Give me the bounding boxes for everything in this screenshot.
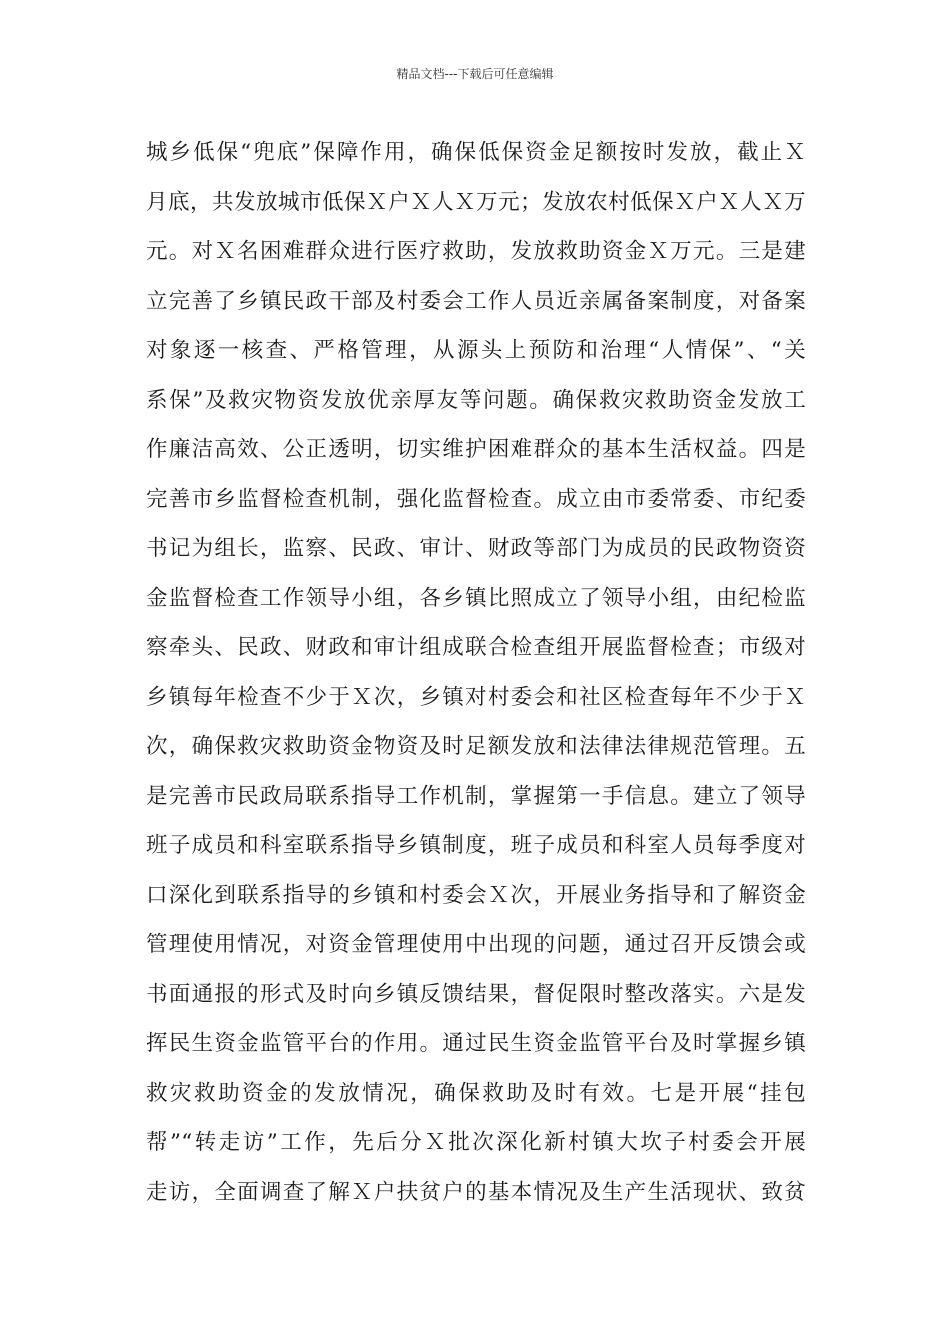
text-line: 完善市乡监督检查机制，强化监督检查。成立由市委常委、市纪委 <box>146 486 806 512</box>
text-line: 走访，全面调查了解Ｘ户扶贫户的基本情况及生产生活现状、致贫 <box>146 1179 806 1205</box>
text-line: 对象逐一核查、严格管理，从源头上预防和治理“人情保”、“关 <box>146 338 806 363</box>
text-line: 帮”“转走访”工作，先后分Ｘ批次深化新村镇大坎子村委会开展 <box>146 1130 806 1155</box>
body-text <box>146 128 806 1217</box>
text-line: 乡镇每年检查不少于Ｘ次，乡镇对村委会和社区检查每年不少于Ｘ <box>146 684 806 710</box>
text-line: 挥民生资金监管平台的作用。通过民生资金监管平台及时掌握乡镇 <box>146 1031 806 1056</box>
text-line: 立完善了乡镇民政干部及村委会工作人员近亲属备案制度，对备案 <box>146 288 806 314</box>
text-line: 城乡低保“兜底”保障作用，确保低保资金足额按时发放，截止Ｘ <box>146 140 806 165</box>
text-line: 管理使用情况，对资金管理使用中出现的问题，通过召开反馈会或 <box>146 932 806 957</box>
text-line: 月底，共发放城市低保Ｘ户Ｘ人Ｘ万元；发放农村低保Ｘ户Ｘ人Ｘ万 <box>146 189 806 215</box>
text-line: 书记为组长，监察、民政、审计、财政等部门为成员的民政物资资 <box>146 536 806 561</box>
text-line: 班子成员和科室联系指导乡镇制度，班子成员和科室人员每季度对 <box>146 833 806 858</box>
text-line: 金监督检查工作领导小组，各乡镇比照成立了领导小组，由纪检监 <box>146 585 806 611</box>
text-line: 元。对Ｘ名困难群众进行医疗救助，发放救助资金Ｘ万元。三是建 <box>146 239 806 264</box>
text-line: 是完善市民政局联系指导工作机制，掌握第一手信息。建立了领导 <box>146 783 806 809</box>
text-line: 次，确保救灾救助资金物资及时足额发放和法律法律规范管理。五 <box>146 734 806 759</box>
page-header: 精品文档---下载后可任意编辑 <box>396 67 554 81</box>
text-line: 口深化到联系指导的乡镇和村委会Ｘ次，开展业务指导和了解资金 <box>146 882 806 908</box>
text-line: 救灾救助资金的发放情况，确保救助及时有效。七是开展“挂包 <box>146 1080 806 1106</box>
text-line: 书面通报的形式及时向乡镇反馈结果，督促限时整改落实。六是发 <box>146 981 806 1007</box>
text-line: 系保”及救灾物资发放优亲厚友等问题。确保救灾救助资金发放工 <box>146 387 806 413</box>
text-line: 作廉洁高效、公正透明，切实维护困难群众的基本生活权益。四是 <box>146 437 806 462</box>
text-line: 察牵头、民政、财政和审计组成联合检查组开展监督检查；市级对 <box>146 635 806 660</box>
